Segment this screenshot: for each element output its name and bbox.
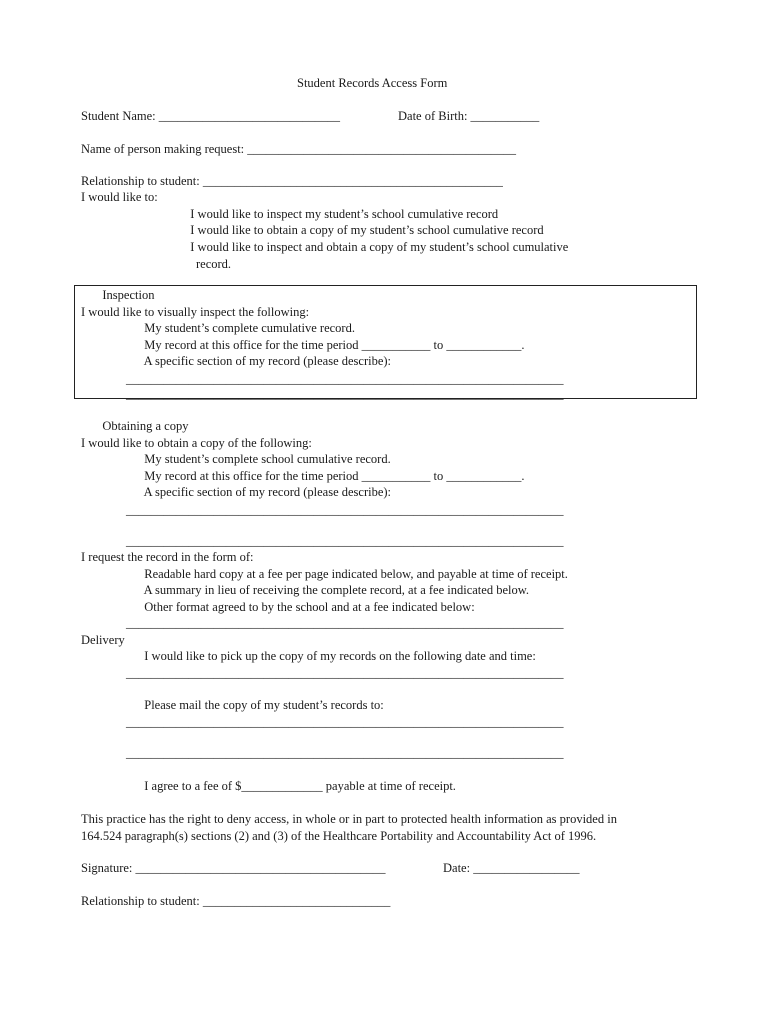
copy-heading[interactable]: Obtaining a copy — [81, 419, 189, 433]
pickup-date-blank[interactable]: ______________________________________________________________________ — [126, 666, 564, 680]
checkbox-icon[interactable] — [81, 419, 85, 433]
purpose-option-inspect[interactable]: I would like to inspect my student’s school cumulative record — [172, 207, 499, 221]
checkbox-icon[interactable] — [126, 698, 130, 712]
checkbox-icon[interactable] — [126, 469, 130, 483]
date-of-birth-field[interactable]: Date of Birth: ___________ — [398, 109, 540, 123]
checkbox-icon[interactable] — [126, 452, 130, 466]
would-like-label: I would like to: — [81, 190, 158, 204]
delivery-option-pickup[interactable]: I would like to pick up the copy of my records on the following date and time: — [126, 649, 536, 663]
inspection-option-complete[interactable]: My student’s complete cumulative record. — [126, 321, 355, 335]
purpose-option-both[interactable]: I would like to inspect and obtain a copy of my student’s school cumulative — [172, 240, 569, 254]
inspection-intro: I would like to visually inspect the following: — [81, 305, 310, 319]
signature-date-field[interactable]: Date: _________________ — [443, 861, 580, 875]
fee-agreement-option[interactable]: I agree to a fee of $_____________ payable at time of receipt. — [126, 779, 456, 793]
signature-field[interactable]: Signature: ________________________________________ — [81, 861, 386, 875]
checkbox-icon[interactable] — [172, 223, 176, 237]
delivery-option-mail[interactable]: Please mail the copy of my student’s records to: — [126, 698, 384, 712]
relationship-field[interactable]: Relationship to student: ________________________________________________ — [81, 174, 503, 188]
copy-describe-blank-1[interactable]: ______________________________________________________________________ — [126, 503, 564, 517]
signer-relationship-field[interactable]: Relationship to student: ______________________________ — [81, 894, 391, 908]
delivery-heading: Delivery — [81, 633, 125, 647]
checkbox-icon[interactable] — [126, 338, 130, 352]
mail-address-blank-1[interactable]: ______________________________________________________________________ — [126, 715, 564, 729]
checkbox-icon[interactable] — [172, 207, 176, 221]
checkbox-icon[interactable] — [126, 321, 130, 335]
format-option-hard-copy[interactable]: Readable hard copy at a fee per page indicated below, and payable at time of receipt. — [126, 567, 568, 581]
format-intro: I request the record in the form of: — [81, 550, 254, 564]
student-name-field[interactable]: Student Name: _____________________________ — [81, 109, 341, 123]
checkbox-icon[interactable] — [126, 600, 130, 614]
hipaa-notice-line-1: This practice has the right to deny access, in whole or in part to protected health information as provided in — [81, 812, 617, 826]
format-other-blank[interactable]: ______________________________________________________________________ — [126, 616, 564, 630]
checkbox-icon[interactable] — [126, 485, 130, 499]
copy-option-period[interactable]: My record at this office for the time period ___________ to ____________. — [126, 469, 525, 483]
inspection-option-section[interactable]: A specific section of my record (please describe): — [126, 354, 392, 368]
checkbox-icon[interactable] — [126, 779, 130, 793]
checkbox-icon[interactable] — [126, 649, 130, 663]
purpose-option-both-cont: record. — [196, 257, 232, 271]
copy-intro: I would like to obtain a copy of the following: — [81, 436, 312, 450]
inspection-heading[interactable]: Inspection — [81, 288, 155, 302]
inspection-describe-blank-2[interactable]: ______________________________________________________________________ — [126, 387, 564, 401]
hipaa-notice-line-2: 164.524 paragraph(s) sections (2) and (3) of the Healthcare Portability and Accountability Act of 1996. — [81, 829, 597, 843]
copy-describe-blank-2[interactable]: ______________________________________________________________________ — [126, 534, 564, 548]
copy-option-section[interactable]: A specific section of my record (please describe): — [126, 485, 392, 499]
checkbox-icon[interactable] — [126, 583, 130, 597]
copy-option-complete[interactable]: My student’s complete school cumulative record. — [126, 452, 391, 466]
form-title: Student Records Access Form — [297, 76, 448, 90]
checkbox-icon[interactable] — [81, 288, 85, 302]
checkbox-icon[interactable] — [126, 567, 130, 581]
inspection-describe-blank-1[interactable]: ______________________________________________________________________ — [126, 372, 564, 386]
requester-name-field[interactable]: Name of person making request: ___________________________________________ — [81, 142, 517, 156]
inspection-option-period[interactable]: My record at this office for the time period ___________ to ____________. — [126, 338, 525, 352]
format-option-other[interactable]: Other format agreed to by the school and at a fee indicated below: — [126, 600, 475, 614]
mail-address-blank-2[interactable]: ______________________________________________________________________ — [126, 746, 564, 760]
checkbox-icon[interactable] — [126, 354, 130, 368]
purpose-option-copy[interactable]: I would like to obtain a copy of my student’s school cumulative record — [172, 223, 544, 237]
checkbox-icon[interactable] — [172, 240, 176, 254]
format-option-summary[interactable]: A summary in lieu of receiving the complete record, at a fee indicated below. — [126, 583, 530, 597]
